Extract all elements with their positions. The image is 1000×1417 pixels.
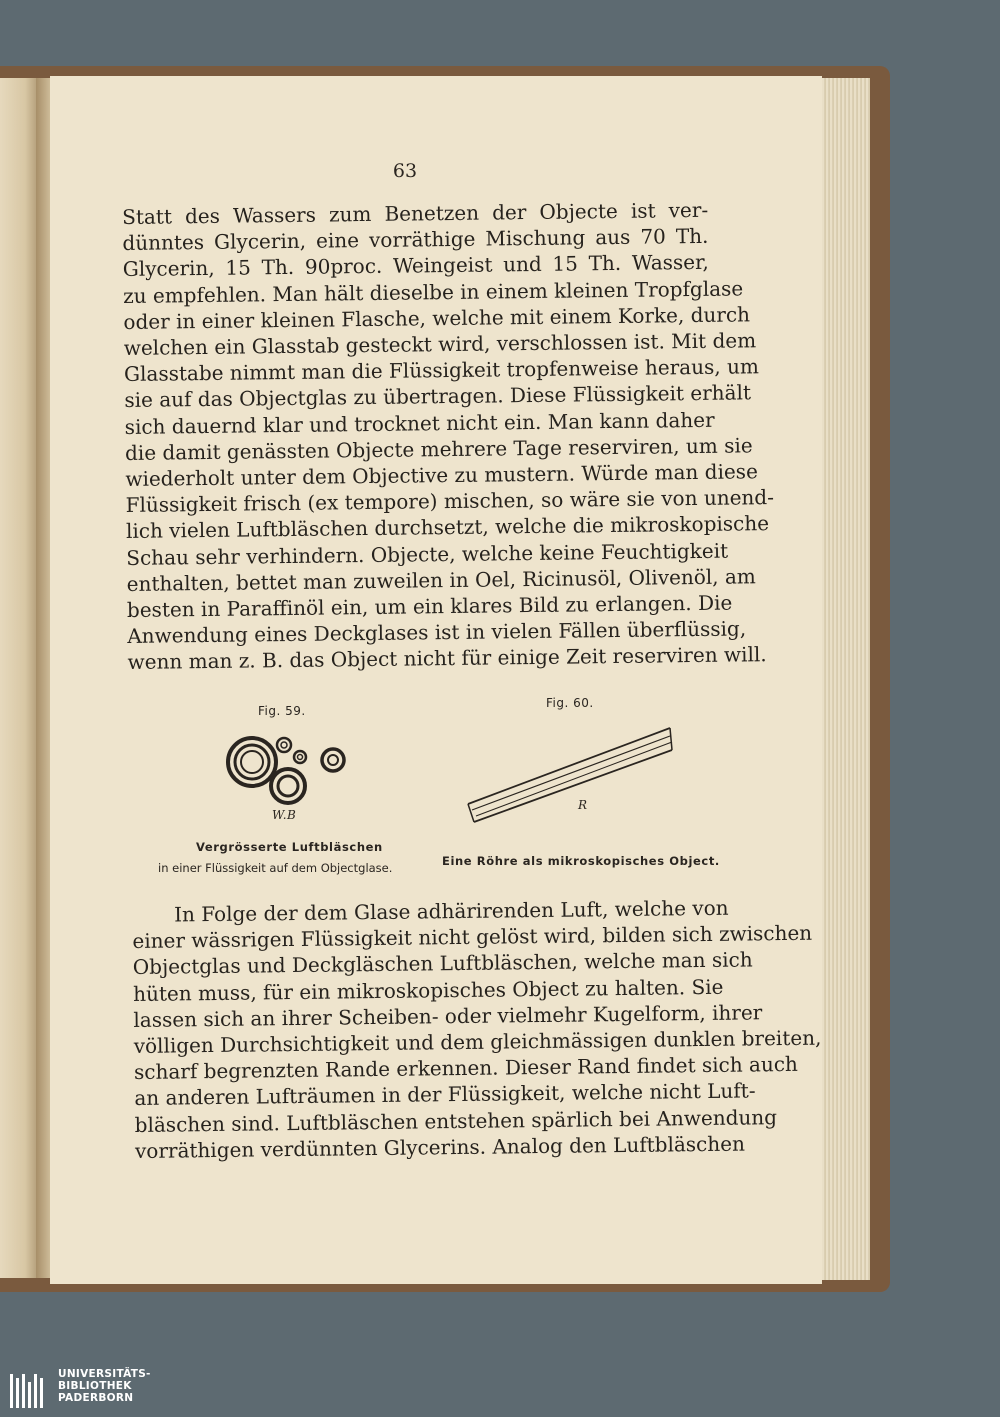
text-line: wiederholt unter dem Objective zu mustern. Würde man diese [125, 459, 758, 492]
text-line: völligen Durchsichtigkeit und dem gleichmässigen dunklen breiten, [133, 1025, 822, 1059]
page-stack-edges [822, 78, 870, 1280]
text-line: oder in einer kleinen Flasche, welche mit einem Korke, durch [123, 302, 751, 334]
text-line: wenn man z. B. das Object nicht für einige Zeit reserviren will. [127, 642, 767, 675]
text-line: Flüssigkeit frisch (ex tempore) mischen, so wäre sie von unend- [125, 485, 775, 518]
text-line: In Folge der dem Glase adhärirenden Luft, welche von [174, 895, 729, 927]
text-line: Objectglas und Deckgläschen Luftbläschen, welche man sich [132, 947, 753, 980]
text-line: Schau sehr verhindern. Objecte, welche keine Feuchtigkeit [126, 538, 729, 570]
text-line: bläschen sind. Luftbläschen entstehen spärlich bei Anwendung [134, 1104, 778, 1137]
facing-page-edge [0, 78, 36, 1278]
logo-line: BIBLIOTHEK [58, 1380, 132, 1392]
figure-59-caption-text: in einer Flüssigkeit auf dem Objectglase. [158, 861, 393, 875]
figure-59-caption-title: Vergrösserte Luftbläschen [196, 840, 383, 854]
text-line: die damit genässten Objecte mehrere Tage reserviren, um sie [124, 433, 753, 465]
text-line: Anwendung eines Deckglases ist in vielen Fällen überflüssig, [127, 616, 747, 649]
figure-59-bubbles-illustration [222, 730, 352, 810]
library-logo-icon [10, 1372, 50, 1412]
library-logo-text [58, 1368, 151, 1404]
text-line: dünntes Glycerin, eine vorräthige Mischung aus 70 Th. [122, 224, 709, 256]
figure-59-marker: W.B [272, 808, 297, 822]
text-line: an anderen Lufträumen in der Flüssigkeit, welche nicht Luft- [134, 1078, 756, 1111]
figure-60-marker: R [578, 798, 588, 812]
text-line: Statt des Wassers zum Benetzen der Objecte ist ver- [122, 197, 709, 229]
figure-59-label: Fig. 59. [258, 704, 306, 718]
logo-line: UNIVERSITÄTS- [58, 1368, 151, 1380]
figure-60-tube-illustration [462, 722, 682, 832]
text-line: vorräthigen verdünnten Glycerins. Analog den Luftbläschen [134, 1131, 746, 1163]
logo-line: PADERBORN [58, 1392, 134, 1404]
text-line: Glasstabe nimmt man die Flüssigkeit tropfenweise heraus, um [123, 354, 759, 387]
text-line: einer wässrigen Flüssigkeit nicht gelöst wird, bilden sich zwischen [132, 920, 813, 954]
paragraph-1 [122, 197, 775, 676]
text-line: enthalten, bettet man zuweilen in Oel, Ricinusöl, Olivenöl, am [126, 564, 756, 596]
text-line: welchen ein Glasstab gesteckt wird, verschlossen ist. Mit dem [123, 328, 757, 361]
figure-60-caption: Eine Röhre als mikroskopisches Object. [442, 854, 720, 868]
text-line: scharf begrenzten Rande erkennen. Dieser Rand findet sich auch [133, 1052, 799, 1085]
text-line: sich dauernd klar und trocknet nicht ein. Man kann daher [124, 407, 715, 439]
text-line: sie auf das Objectglas zu übertragen. Diese Flüssigkeit erhält [124, 380, 752, 413]
text-line: besten in Paraffinöl ein, um ein klares Bild zu erlangen. Die [126, 590, 733, 623]
page-number: 63 [392, 160, 418, 182]
text-line: lassen sich an ihrer Scheiben- oder vielmehr Kugelform, ihrer [133, 1000, 763, 1032]
figure-60-label: Fig. 60. [546, 696, 594, 710]
text-line: Glycerin, 15 Th. 90proc. Weingeist und 15 Th. Wasser, [122, 250, 709, 282]
text-line: hüten muss, für ein mikroskopisches Object zu halten. Sie [132, 974, 724, 1006]
paragraph-2 [132, 895, 822, 1164]
text-line: lich vielen Luftbläschen durchsetzt, welche die mikroskopische [125, 511, 770, 544]
text-line: zu empfehlen. Man hält dieselbe in einem kleinen Tropfglase [122, 276, 744, 308]
book-gutter [36, 78, 50, 1278]
